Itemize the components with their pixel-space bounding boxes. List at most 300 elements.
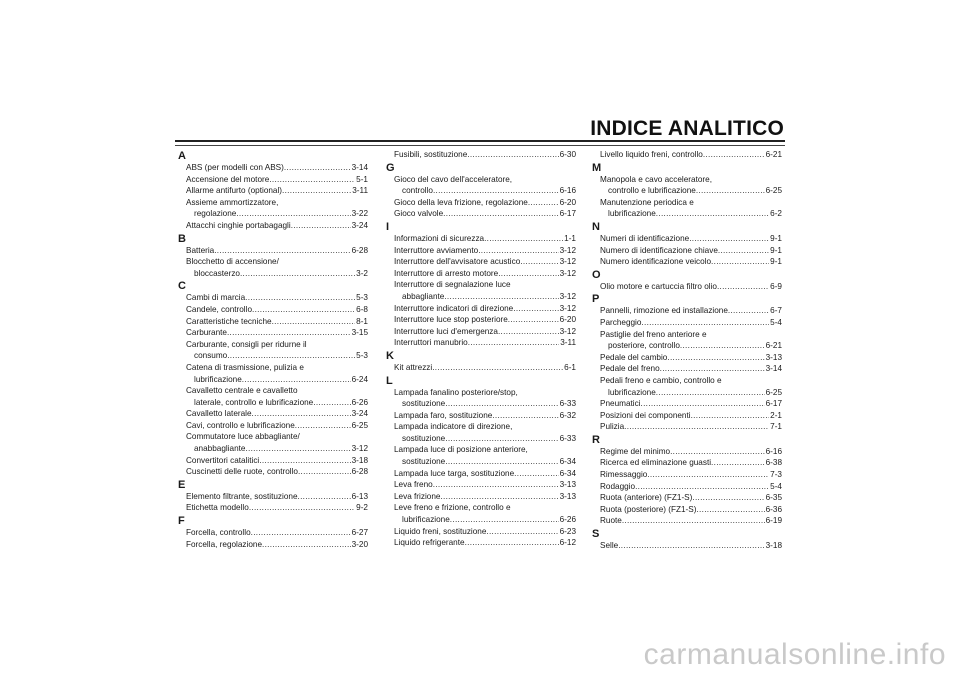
- index-page-ref: 6-38: [765, 458, 782, 468]
- index-letter-heading: L: [386, 374, 393, 387]
- index-entry: [592, 329, 782, 352]
- index-entry: [592, 317, 782, 329]
- index-entry-text: Interruttore luci d'emergenza: [394, 326, 498, 336]
- index-page-ref: 6-26: [559, 515, 576, 525]
- index-page-ref: 6-8: [356, 304, 368, 314]
- index-entry: [386, 479, 576, 491]
- index-leader-dots: [445, 433, 558, 445]
- index-entry-text: Regime del minimo: [600, 446, 671, 456]
- index-leader-dots: [269, 174, 355, 186]
- index-page-ref: 3-12: [559, 303, 576, 313]
- index-entry-text: controllo: [402, 186, 433, 196]
- index-entry: [178, 466, 368, 478]
- index-leader-dots: [718, 245, 769, 257]
- index-page-ref: 3-13: [559, 491, 576, 501]
- index-entry: [386, 197, 576, 209]
- index-page-ref: 9-1: [770, 233, 782, 243]
- index-leader-dots: [514, 468, 558, 480]
- index-page-ref: 6-25: [351, 420, 368, 430]
- index-entry-text: lubrificazione: [402, 515, 450, 525]
- index-leader-dots: [624, 421, 769, 433]
- index-entry-text: Numero identificazione veicolo: [600, 257, 712, 267]
- index-page-ref: 3-13: [765, 352, 782, 362]
- index-letter-heading: P: [592, 293, 600, 306]
- index-entry-text: Etichetta modello: [186, 503, 249, 513]
- index-entry-text: Forcella, regolazione: [186, 539, 263, 549]
- index-entry-text: Livello liquido freni, controllo: [600, 150, 703, 159]
- page-title: INDICE ANALITICO: [590, 117, 784, 140]
- index-entry: [178, 502, 368, 514]
- index-entry-text: Accensione del motore: [186, 174, 270, 184]
- index-page-ref: 9-1: [770, 257, 782, 267]
- index-entry-text: sostituzione: [402, 457, 446, 467]
- index-page-ref: 6-27: [351, 528, 368, 538]
- index-entry: [592, 149, 782, 161]
- index-entry: [178, 431, 368, 454]
- index-leader-dots: [313, 397, 350, 409]
- index-entry: [386, 303, 576, 315]
- index-leader-dots: [249, 502, 355, 514]
- index-entry-text: Leva freno: [394, 480, 433, 490]
- index-leader-dots: [696, 185, 765, 197]
- index-page-ref: 6-16: [559, 186, 576, 196]
- index-column-2: [386, 149, 576, 549]
- index-page-ref: 6-34: [559, 468, 576, 478]
- index-entry: [386, 326, 576, 338]
- index-letter-heading: O: [592, 268, 601, 281]
- index-leader-dots: [245, 292, 355, 304]
- index-letter-heading: M: [592, 161, 602, 174]
- index-letter-heading: E: [178, 478, 186, 491]
- index-entry: [178, 385, 368, 408]
- index-leader-dots: [450, 514, 559, 526]
- index-entry: [386, 468, 576, 480]
- index-page-ref: 6-20: [559, 315, 576, 325]
- index-entry-text: Carburante, consigli per ridurne il: [186, 339, 307, 349]
- index-leader-dots: [467, 149, 558, 161]
- index-entry: [386, 268, 576, 280]
- index-entry: [178, 455, 368, 467]
- index-leader-dots: [259, 455, 350, 467]
- index-leader-dots: [214, 245, 350, 257]
- index-page-ref: 3-11: [352, 186, 368, 196]
- index-entry-text: Commutatore luce abbagliante/: [186, 432, 300, 442]
- index-entry-text: Rodaggio: [600, 481, 636, 491]
- index-entry: [178, 245, 368, 257]
- index-entry-text: posteriore, controllo: [608, 341, 680, 351]
- index-entry: [386, 337, 576, 349]
- index-page-ref: 6-7: [770, 306, 782, 316]
- title-rule-thin: [175, 145, 785, 146]
- index-entry-text: Convertitori catalitici: [186, 455, 260, 465]
- index-entry-text: Leva frizione: [394, 491, 441, 501]
- index-entry-text: Gioco della leva frizione, regolazione: [394, 197, 528, 207]
- index-entry-text: Selle: [600, 541, 619, 551]
- index-entry-text: Catena di trasmissione, pulizia e: [186, 362, 304, 372]
- index-page-ref: 6-25: [765, 186, 782, 196]
- index-entry-text: abbagliante: [402, 291, 445, 301]
- index-leader-dots: [656, 208, 769, 220]
- index-letter-heading: C: [178, 280, 186, 293]
- index-letter-heading: N: [592, 220, 600, 233]
- index-entry-text: Cambi di marcia: [186, 293, 246, 303]
- index-entry-text: Lampada luce di posizione anteriore,: [394, 445, 528, 455]
- index-page-ref: 3-13: [559, 480, 576, 490]
- index-entry: [178, 316, 368, 328]
- index-entry-text: Liquido freni, sostituzione: [394, 526, 487, 536]
- index-page-ref: 3-18: [765, 541, 782, 551]
- index-entry-text: Fusibili, sostituzione: [394, 150, 468, 159]
- index-entry: [178, 162, 368, 174]
- index-page-ref: 2-1: [770, 410, 782, 420]
- index-leader-dots: [245, 443, 350, 455]
- index-page-ref: 6-26: [351, 397, 368, 407]
- index-entry: [592, 305, 782, 317]
- index-leader-dots: [656, 387, 765, 399]
- index-entry-text: Batteria: [186, 245, 215, 255]
- index-page-ref: 3-22: [351, 209, 368, 219]
- title-rule-thick: [175, 140, 785, 142]
- index-leader-dots: [498, 326, 559, 338]
- index-entry-text: Pastiglie del freno anteriore e: [600, 329, 707, 339]
- index-entry: [178, 327, 368, 339]
- index-leader-dots: [691, 410, 770, 422]
- index-leader-dots: [252, 304, 355, 316]
- index-column-3: [592, 149, 782, 552]
- index-leader-dots: [433, 479, 559, 491]
- index-entry-text: Interruttore di segnalazione luce: [394, 280, 511, 290]
- index-leader-dots: [284, 162, 351, 174]
- index-entry: [592, 421, 782, 433]
- index-entry: [178, 539, 368, 551]
- index-entry: [178, 420, 368, 432]
- index-leader-dots: [711, 457, 765, 469]
- index-leader-dots: [262, 539, 351, 551]
- index-page-ref: 1-1: [564, 233, 576, 243]
- index-entry: [592, 363, 782, 375]
- index-entry-text: Carburante: [186, 328, 227, 338]
- index-page-ref: 3-14: [765, 364, 782, 374]
- index-leader-dots: [445, 456, 558, 468]
- index-page-ref: 6-23: [559, 526, 576, 536]
- index-entry: [592, 492, 782, 504]
- index-leader-dots: [680, 340, 765, 352]
- index-entry-text: Manopola e cavo acceleratore,: [600, 174, 712, 184]
- index-page-ref: 3-14: [351, 163, 368, 172]
- index-page-ref: 6-32: [559, 410, 576, 420]
- index-entry-text: Numero di identificazione chiave: [600, 245, 718, 255]
- index-leader-dots: [635, 481, 769, 493]
- index-entry-text: Interruttore luce stop posteriore: [394, 315, 508, 325]
- index-page-ref: 3-18: [351, 455, 368, 465]
- index-page-ref: 6-19: [765, 516, 782, 526]
- index-entry: [178, 174, 368, 186]
- index-entry-text: Informazioni di sicurezza: [394, 233, 485, 243]
- index-leader-dots: [692, 492, 764, 504]
- index-entry-text: Assieme ammortizzatore,: [186, 197, 279, 207]
- index-entry: [592, 256, 782, 268]
- index-page-ref: 6-17: [559, 209, 576, 219]
- index-page-ref: 6-34: [559, 457, 576, 467]
- index-page-ref: 7-1: [770, 422, 782, 432]
- index-leader-dots: [513, 303, 558, 315]
- index-entry: [592, 233, 782, 245]
- index-entry: [592, 197, 782, 220]
- index-leader-dots: [498, 268, 558, 280]
- index-entry-text: consumo: [194, 351, 228, 361]
- index-leader-dots: [282, 185, 351, 197]
- index-column-1: [178, 149, 368, 550]
- index-leader-dots: [432, 362, 563, 374]
- index-entry: [178, 304, 368, 316]
- index-page-ref: 3-24: [351, 409, 368, 419]
- index-entry-text: Olio motore e cartuccia filtro olio: [600, 281, 717, 291]
- index-page-ref: 6-25: [765, 387, 782, 397]
- index-entry: [592, 375, 782, 398]
- index-page-ref: 5-4: [770, 481, 782, 491]
- index-entry-text: bloccasterzo: [194, 268, 240, 278]
- index-leader-dots: [528, 197, 559, 209]
- index-entry-text: Pulizia: [600, 422, 625, 432]
- index-entry-text: Pedali freno e cambio, controllo e: [600, 375, 722, 385]
- index-entry: [386, 444, 576, 467]
- index-entry: [178, 185, 368, 197]
- index-entry-text: anabbagliante: [194, 444, 246, 454]
- index-entry: [592, 469, 782, 481]
- index-entry: [178, 220, 368, 232]
- index-leader-dots: [641, 398, 765, 410]
- index-page-ref: 6-35: [765, 493, 782, 503]
- index-entry-text: Pedale del cambio: [600, 352, 668, 362]
- index-page-ref: 6-21: [765, 341, 782, 351]
- index-entry: [178, 339, 368, 362]
- index-entry-text: Gioco valvole: [394, 209, 444, 219]
- index-leader-dots: [298, 466, 351, 478]
- index-entry-text: Forcella, controllo: [186, 528, 251, 538]
- index-entry: [386, 174, 576, 197]
- index-page-ref: 3-12: [351, 444, 368, 454]
- index-leader-dots: [618, 540, 764, 552]
- index-leader-dots: [443, 208, 558, 220]
- index-entry: [592, 398, 782, 410]
- index-entry: [386, 410, 576, 422]
- index-leader-dots: [468, 337, 559, 349]
- index-page-ref: 6-1: [564, 362, 576, 372]
- index-leader-dots: [298, 491, 351, 503]
- index-leader-dots: [291, 220, 351, 232]
- index-letter-heading: K: [386, 349, 394, 362]
- index-entry: [178, 292, 368, 304]
- index-entry-text: Ruota (anteriore) (FZ1-S): [600, 493, 693, 503]
- index-leader-dots: [641, 317, 769, 329]
- index-entry: [178, 527, 368, 539]
- index-leader-dots: [236, 208, 350, 220]
- index-entry: [592, 281, 782, 293]
- watermark: carmanualsonline.info: [643, 638, 946, 671]
- index-entry-text: Ricerca ed eliminazione guasti: [600, 458, 712, 468]
- index-entry-text: Interruttore dell'avvisatore acustico: [394, 257, 521, 267]
- index-entry-text: sostituzione: [402, 399, 446, 409]
- index-entry-text: Cavalletto laterale: [186, 409, 252, 419]
- index-entry: [592, 174, 782, 197]
- index-letter-heading: F: [178, 515, 185, 528]
- index-leader-dots: [520, 256, 558, 268]
- index-entry: [386, 149, 576, 161]
- index-leader-dots: [465, 537, 559, 549]
- index-entry-text: Parcheggio: [600, 317, 642, 327]
- index-entry: [178, 256, 368, 279]
- index-leader-dots: [251, 527, 351, 539]
- index-entry: [386, 245, 576, 257]
- index-entry: [386, 502, 576, 525]
- index-entry-text: Lampada fanalino posteriore/stop,: [394, 387, 518, 397]
- index-entry-text: Interruttore avviamento: [394, 245, 479, 255]
- index-page-ref: 9-1: [770, 245, 782, 255]
- index-leader-dots: [717, 281, 769, 293]
- index-entry: [386, 362, 576, 374]
- index-entry-text: Pedale del freno: [600, 364, 660, 374]
- index-entry-text: Interruttore di arresto motore: [394, 268, 499, 278]
- index-letter-heading: G: [386, 161, 395, 174]
- index-leader-dots: [478, 245, 558, 257]
- index-entry-text: Numeri di identificazione: [600, 233, 690, 243]
- index-entry: [386, 256, 576, 268]
- index-entry-text: Lampada luce targa, sostituzione: [394, 468, 515, 478]
- index-leader-dots: [696, 504, 764, 516]
- index-entry: [178, 408, 368, 420]
- index-entry-text: Liquido refrigerante: [394, 538, 465, 548]
- index-page-ref: 3-12: [559, 268, 576, 278]
- index-leader-dots: [486, 526, 558, 538]
- index-entry-text: Cavi, controllo e lubrificazione: [186, 420, 295, 430]
- index-entry: [386, 208, 576, 220]
- index-entry-text: Manutenzione periodica e: [600, 197, 694, 207]
- index-page-ref: 6-24: [351, 374, 368, 384]
- index-entry-text: Rimessaggio: [600, 470, 648, 480]
- index-page-ref: 3-12: [559, 245, 576, 255]
- index-entry: [178, 197, 368, 220]
- index-entry: [386, 526, 576, 538]
- index-page-ref: 3-11: [560, 338, 576, 348]
- index-entry: [386, 387, 576, 410]
- index-entry-text: Posizioni dei componenti: [600, 410, 691, 420]
- index-entry: [178, 362, 368, 385]
- index-entry: [592, 515, 782, 527]
- index-entry-text: Pneumatici: [600, 399, 641, 409]
- index-entry-text: Elemento filtrante, sostituzione: [186, 491, 298, 501]
- index-leader-dots: [227, 350, 355, 362]
- index-entry-text: Lampada faro, sostituzione: [394, 410, 493, 420]
- index-page-ref: 3-24: [351, 220, 368, 230]
- index-leader-dots: [728, 305, 769, 317]
- index-page-ref: 6-17: [765, 399, 782, 409]
- index-entry-text: Cuscinetti delle ruote, controllo: [186, 467, 298, 477]
- index-entry: [386, 491, 576, 503]
- index-page-ref: 6-30: [559, 150, 576, 159]
- index-page-ref: 3-20: [351, 539, 368, 549]
- index-entry: [592, 245, 782, 257]
- index-entry-text: Gioco del cavo dell'acceleratore,: [394, 174, 513, 184]
- index-leader-dots: [667, 352, 764, 364]
- index-entry: [386, 314, 576, 326]
- index-leader-dots: [445, 398, 558, 410]
- index-entry-text: ABS (per modelli con ABS): [186, 163, 284, 172]
- index-leader-dots: [272, 316, 356, 328]
- index-entry-text: Kit attrezzi: [394, 362, 433, 372]
- index-page-ref: 7-3: [770, 470, 782, 480]
- index-page-ref: 9-2: [356, 503, 368, 513]
- index-leader-dots: [622, 515, 765, 527]
- index-leader-dots: [689, 233, 769, 245]
- index-entry-text: Lampada indicatore di direzione,: [394, 422, 513, 432]
- index-entry: [386, 421, 576, 444]
- index-entry-text: Blocchetto di accensione/: [186, 257, 279, 267]
- index-entry: [592, 504, 782, 516]
- index-entry-text: sostituzione: [402, 433, 446, 443]
- index-leader-dots: [703, 149, 765, 161]
- index-page-ref: 8-1: [356, 316, 368, 326]
- index-page-ref: 5-1: [356, 174, 368, 184]
- index-page-ref: 5-3: [356, 351, 368, 361]
- index-entry-text: Cavalletto centrale e cavalletto: [186, 386, 298, 396]
- index-leader-dots: [670, 446, 765, 458]
- index-entry-text: Leve freno e frizione, controllo e: [394, 503, 511, 513]
- index-leader-dots: [492, 410, 558, 422]
- index-letter-heading: S: [592, 528, 600, 541]
- index-leader-dots: [242, 374, 351, 386]
- index-leader-dots: [295, 420, 351, 432]
- index-page-ref: 6-33: [559, 433, 576, 443]
- index-page-ref: 3-12: [559, 257, 576, 267]
- index-letter-heading: A: [178, 150, 186, 162]
- index-page-ref: 6-13: [351, 491, 368, 501]
- index-page-ref: 3-15: [351, 328, 368, 338]
- index-entry-text: Attacchi cinghie portabagagli: [186, 220, 291, 230]
- index-entry-text: Caratteristiche tecniche: [186, 316, 272, 326]
- index-entry: [386, 537, 576, 549]
- index-page-ref: 6-33: [559, 399, 576, 409]
- index-leader-dots: [711, 256, 769, 268]
- index-entry-text: lubrificazione: [608, 387, 656, 397]
- index-entry-text: Interruttore indicatori di direzione: [394, 303, 514, 313]
- index-leader-dots: [660, 363, 765, 375]
- index-entry: [592, 540, 782, 552]
- index-entry-text: laterale, controllo e lubrificazione: [194, 397, 314, 407]
- index-leader-dots: [227, 327, 351, 339]
- index-leader-dots: [440, 491, 558, 503]
- index-page-ref: 6-2: [770, 209, 782, 219]
- index-letter-heading: R: [592, 433, 600, 446]
- index-page-ref: 6-20: [559, 197, 576, 207]
- index-page-ref: 6-21: [765, 150, 782, 159]
- index-page-ref: 3-12: [559, 326, 576, 336]
- index-page-ref: 5-4: [770, 317, 782, 327]
- index-page-ref: 6-28: [351, 245, 368, 255]
- index-page-ref: 6-28: [351, 467, 368, 477]
- index-entry-text: lubrificazione: [194, 374, 242, 384]
- index-page-ref: 6-36: [765, 504, 782, 514]
- index-entry: [592, 446, 782, 458]
- index-entry-text: Allarme antifurto (optional): [186, 186, 283, 196]
- index-entry: [592, 457, 782, 469]
- index-entry-text: regolazione: [194, 209, 237, 219]
- index-leader-dots: [647, 469, 769, 481]
- index-entry-text: Candele, controllo: [186, 304, 252, 314]
- index-entry: [178, 491, 368, 503]
- index-entry-text: Ruota (posteriore) (FZ1-S): [600, 504, 697, 514]
- index-letter-heading: B: [178, 232, 186, 245]
- index-leader-dots: [508, 314, 559, 326]
